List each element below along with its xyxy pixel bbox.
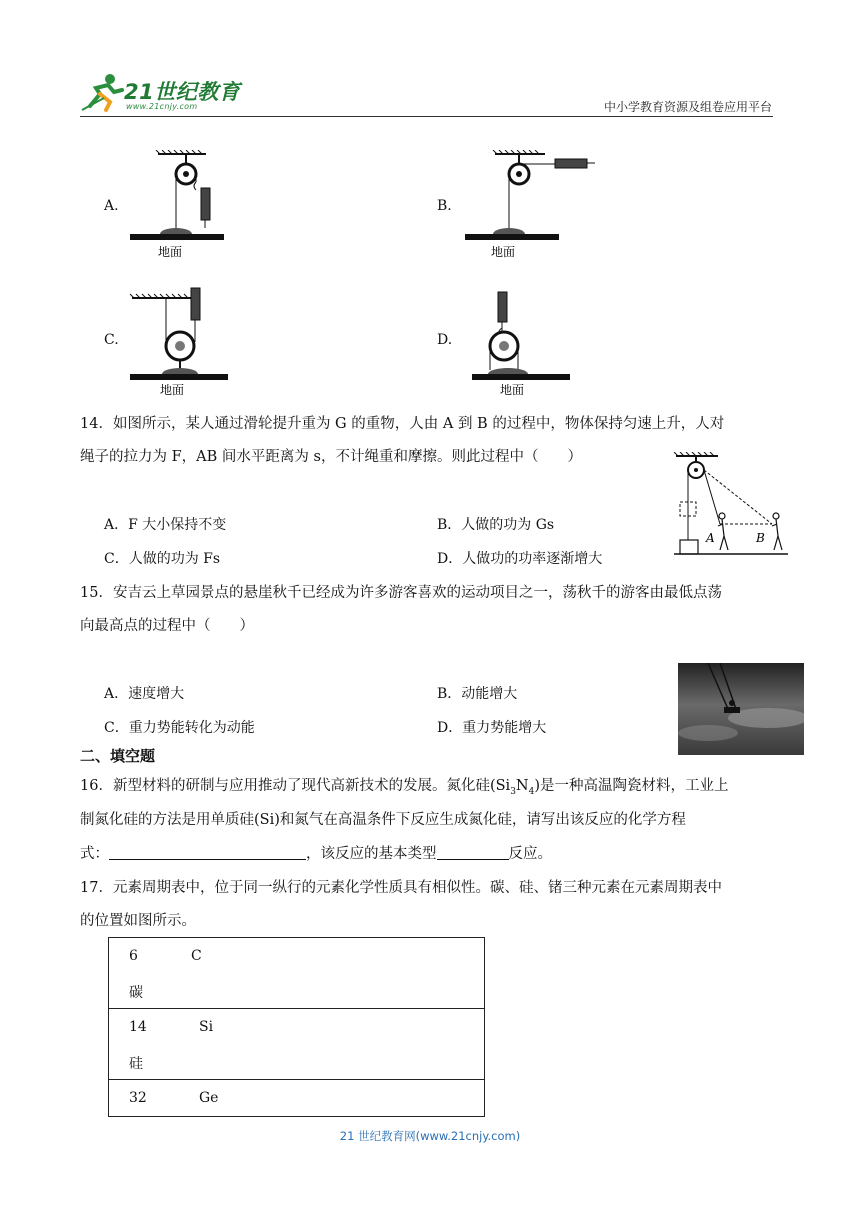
q17-stem-line1: 17．元素周期表中，位于同一纵行的元素化学性质具有相似性。碳、硅、锗三种元素在元素周期表中: [80, 880, 722, 896]
q14-option-c: C．人做的功为 Fs: [104, 551, 221, 567]
ground-label: 地面: [491, 245, 516, 258]
element-cell-carbon: [109, 938, 485, 1009]
header-platform-text: 中小学教育资源及组卷应用平台: [603, 100, 772, 114]
element-cell-silicon: [109, 1009, 485, 1080]
logo-text: 21世纪教育: [124, 80, 241, 104]
atomic-number: 14: [129, 1019, 147, 1035]
q16-equation-blank[interactable]: [109, 845, 306, 860]
atomic-number: 32: [129, 1090, 147, 1106]
q16-line3-b: ，该反应的基本类型: [306, 846, 437, 862]
q16-line1-n: N: [515, 778, 529, 794]
element-cell-germanium: [109, 1080, 485, 1117]
q15-option-d: D．重力势能增大: [437, 720, 547, 736]
q13-option-c-label: C.: [104, 332, 119, 348]
section-title-fill-in: 二、填空题: [80, 747, 156, 765]
point-b-label: B: [756, 531, 765, 545]
q14-stem-line1: 14．如图所示，某人通过滑轮提升重为 G 的重物，人由 A 到 B 的过程中，物体保持匀速上升，人对: [80, 416, 725, 432]
q14-option-a: A．F 大小保持不变: [104, 517, 227, 533]
q16-subscript-3: 3: [510, 786, 516, 797]
q16-subscript-4: 4: [528, 786, 535, 797]
q14-stem-line2: 绳子的拉力为 F，AB 间水平距离为 s，不计绳重和摩擦。则此过程中（ ）: [80, 449, 582, 465]
ground-label: 地面: [160, 383, 185, 396]
q15-option-c: C．重力势能转化为动能: [104, 720, 255, 736]
footer-site-link[interactable]: 21 世纪教育网(www.21cnjy.com): [339, 1129, 521, 1143]
cliff-swing-photo: [678, 663, 804, 755]
q16-line3-a: 式：: [80, 846, 109, 862]
q16-line1-pre: 16．新型材料的研制与应用推动了现代高新技术的发展。氮化硅(Si: [80, 778, 511, 794]
q16-reaction-type-blank[interactable]: [437, 845, 509, 860]
element-symbol: Ge: [199, 1090, 219, 1106]
q16-stem-line2: 制氮化硅的方法是用单质硅(Si)和氮气在高温条件下反应生成氮化硅，请写出该反应的化学方程: [80, 812, 686, 828]
element-name: 碳: [129, 985, 143, 1001]
header-divider: [80, 116, 773, 117]
runner-logo-icon: [80, 72, 126, 112]
q16-line1-post: )是一种高温陶瓷材料，工业上: [534, 778, 729, 794]
ground-label: 地面: [158, 245, 183, 258]
q13-figure-a: [128, 150, 228, 258]
q13-figure-c: [128, 284, 232, 396]
logo-subtext: www.21cnjy.com: [126, 102, 198, 111]
element-symbol: Si: [199, 1019, 214, 1035]
q13-option-a-label: A.: [104, 198, 119, 214]
q15-stem-line2: 向最高点的过程中（ ）: [80, 618, 254, 634]
element-name: 硅: [129, 1056, 143, 1072]
ground-label: 地面: [500, 383, 525, 396]
point-a-label: A: [706, 531, 715, 545]
periodic-table-fragment: [108, 937, 485, 1117]
q14-option-b: B．人做的功为 Gs: [437, 517, 555, 533]
q16-stem-line3: [80, 844, 552, 864]
q14-pulley-figure: [672, 452, 790, 560]
atomic-number: 6: [129, 948, 138, 964]
q17-stem-line2: 的位置如图所示。: [80, 913, 196, 929]
q16-line3-c: 反应。: [508, 846, 552, 862]
q13-figure-d: [470, 284, 574, 396]
q15-stem-line1: 15．安吉云上草园景点的悬崖秋千已经成为许多游客喜欢的运动项目之一，荡秋千的游客由最低点荡: [80, 585, 722, 601]
q14-option-d: D．人做功的功率逐渐增大: [437, 551, 603, 567]
swing-photo-image: [678, 663, 804, 755]
q13-figure-b: [463, 150, 603, 258]
element-symbol: C: [191, 948, 202, 964]
q13-option-b-label: B.: [437, 198, 452, 214]
q15-option-a: A．速度增大: [104, 686, 185, 702]
q16-stem-line1: [80, 776, 729, 802]
q15-option-b: B．动能增大: [437, 686, 518, 702]
logo: [80, 70, 250, 116]
q13-option-d-label: D.: [437, 332, 453, 348]
